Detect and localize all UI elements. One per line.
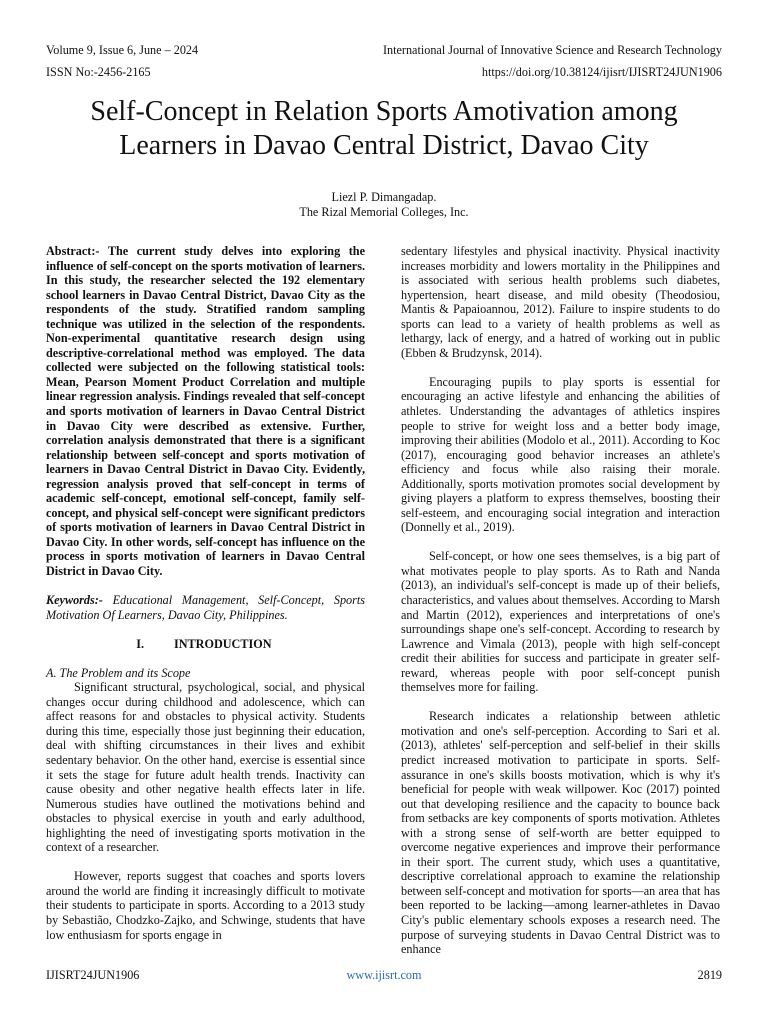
header-doi-link[interactable]: https://doi.org/10.38124/ijisrt/IJISRT24JUN1906 [481,65,722,79]
header-volume: Volume 9, Issue 6, June – 2024 [46,43,199,57]
body-paragraph: Significant structural, psychological, social, and physical changes occur during childhood and adolescence, which can affect reasons for and obstacles to physical activity. Students during this time, especially those just beginning their education, deal with shifting circumstances in their lives and exhibit sedentary behavior. On the other hand, exercise is essential since it sets the stage for future adult health trends. Inactivity can cause obesity and other negative health effects later in life. Numerous studies have outlined the motivations behind and obstacles to physical exercise in youth and early adulthood, highlighting the need of investigating sports motivation in the context of a researcher. [46,680,365,855]
body-paragraph: However, reports suggest that coaches and sports lovers around the world are finding it increasingly difficult to motivate their students to participate in sports. According to a 2013 study by Sebastião, Chodzko-Zajko, and Schwinge, students that have low enthusiasm for sports engage in [46,869,365,942]
body-paragraph: Research indicates a relationship between athletic motivation and one's self-perception. According to Sari et al. (2013), athletes' self-perception and self-belief in their skills predict increased motivation to participate in sports. Self-assurance in one's skills boosts motivation, which is why it's beneficial for people with weak willpower. Koc (2017) pointed out that developing resilience and the capacity to bounce back from setbacks are key components of sports motivation. Athletes with a strong sense of self-worth are better equipped to overcome negative experiences and improve their performance in their sport. The current study, which uses a quantitative, descriptive correlational approach to examine the relationship between self-concept and motivation for sports—an area that has been reported to be lacking—among learner-athletes in Davao City's public elementary schools exposes a research need. The purpose of surveying students in Davao Central District was to enhance [401,709,720,957]
abstract-text: Abstract:- The current study delves into exploring the influence of self-concept on the sports motivation of learners. In this study, the researcher selected the 192 elementary school learners in Davao Central District, Davao City as the respondents of the study. Stratified random sampling technique was utilized in the selection of the respondents. Non-experimental quantitative research design using descriptive-correlational method was employed. The data collected were subjected on the following statistical tools: Mean, Pearson Moment Product Correlation and multiple linear regression analysis. Findings revealed that self-concept and sports motivation of learners in Davao Central District in Davao City were described as extensive. Further, correlation analysis demonstrated that there is a significant relationship between self-concept and sports motivation of learners in Davao Central District in Davao City. Evidently, regression analysis proved that self-concept in terms of academic self-concept, emotional self-concept, family self-concept, and physical self-concept were significant predictors of sports motivation of learners in Davao Central District in Davao City. In other words, self-concept has influence on the process in sports motivation of learners in Davao Central District in Davao City. [46,244,365,579]
section-number: I. [136,636,144,651]
body-paragraph: Self-concept, or how one sees themselves, is a big part of what motivates people to play sports. As to Rath and Nanda (2013), an individual's self-concept is made up of their beliefs, characteristics, and values about themselves. According to Marsh and Martin (2012), experiences and interpretations of one's surroundings shape one's self-concept. According to research by Lawrence and Vimala (2013), people with high self-concept credit their abilities for success and participate in greater self-reward, whereas people with poor self-concept punish themselves more for failing. [401,549,720,695]
keywords-label: Keywords:- [46,593,103,608]
keywords [46,593,365,622]
body-paragraph: Encouraging pupils to play sports is essential for encouraging an active lifestyle and enhancing the abilities of athletes. Understanding the advantages of athletics inspires people to strive for weight loss and a better body image, improving their abilities (Modolo et al., 2011). According to Koc (2017), encouraging good behavior increases an athlete's efficiency and focus while also raising their morale. Additionally, sports motivation promotes social development by giving players a platform to express themselves, boosting their self-esteem, and encouraging social integration and interaction (Donnelly et al., 2019). [401,374,720,535]
footer-paper-id: IJISRT24JUN1906 [46,968,140,982]
paper-title [30,95,738,163]
paper-title-line-2: Learners in Davao Central District, Davao City [119,130,649,161]
section-heading [46,637,365,652]
author-affiliation: The Rizal Memorial Colleges, Inc. [299,205,469,219]
section-title: INTRODUCTION [174,636,272,651]
header-issn: ISSN No:-2456-2165 [46,65,151,79]
body-paragraph: sedentary lifestyles and physical inactivity. Physical inactivity increases morbidity and lowers mortality in the Philippines and is associated with serious health problems such diabetes, hypertension, heart disease, and mild obesity (Theodosiou, Mantis & Papaioannou, 2012). Failure to inspire students to do sports can lead to a variety of health problems as well as lethargy, lack of energy, and a hatred of working out in public (Ebben & Brudzynsk, 2014). [401,244,720,360]
author-name: Liezl P. Dimangadap. [331,190,437,204]
header-journal-name: International Journal of Innovative Science and Research Technology [382,43,722,57]
footer-website-link[interactable]: www.ijisrt.com [346,968,422,982]
keywords-text: Educational Management, Self-Concept, Sports Motivation Of Learners, Davao City, Philippines. [46,593,365,622]
subsection-heading: A. The Problem and its Scope [46,665,191,680]
paper-title-line-1: Self-Concept in Relation Sports Amotivation among [90,96,678,127]
footer-page-number: 2819 [697,968,722,982]
right-column [401,244,720,957]
left-column [46,244,365,942]
